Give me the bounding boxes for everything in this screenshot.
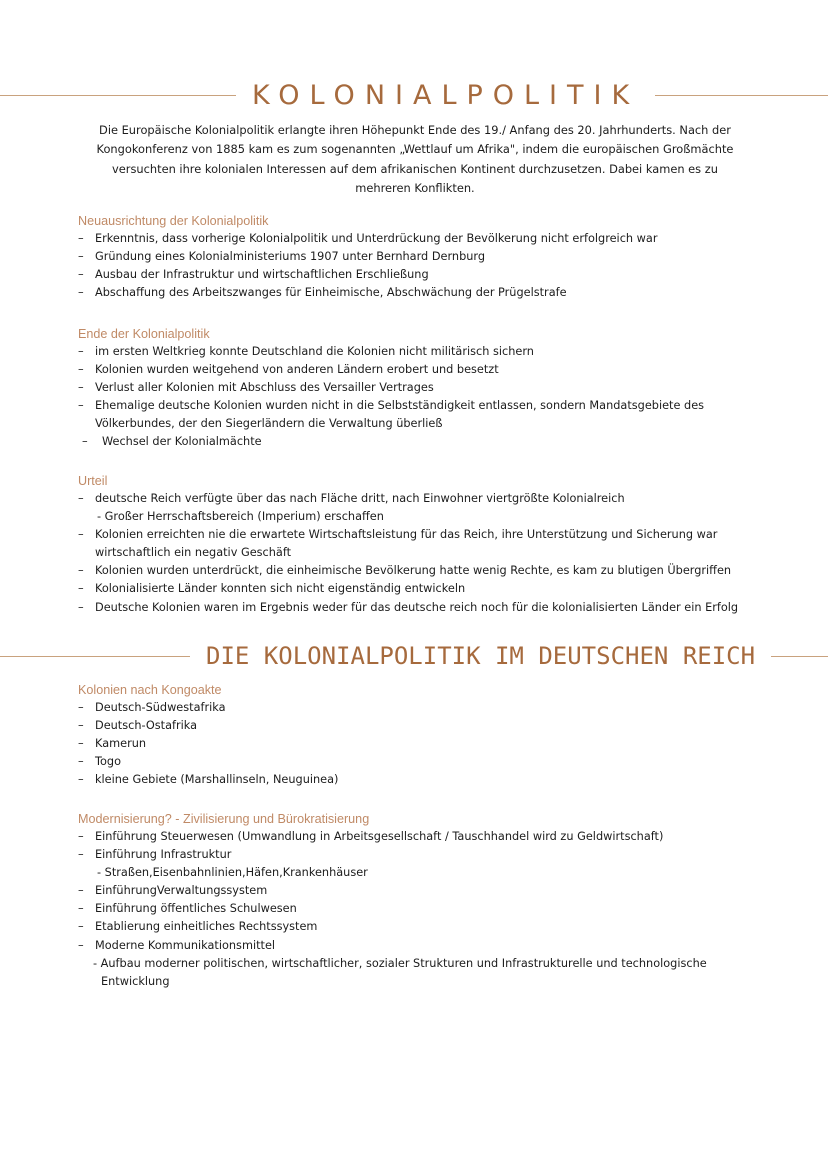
list-item: – Kolonialisierte Länder konnten sich nicht eigenständig entwickeln	[78, 580, 798, 598]
bullet-list	[78, 343, 798, 452]
section-heading: Kolonien nach Kongoakte	[78, 683, 222, 697]
list-item-subline: - Straßen,Eisenbahnlinien,Häfen,Krankenhäuser	[97, 866, 368, 880]
section-modernisierung	[78, 810, 798, 991]
sub-item-text: – Wechsel der Kolonialmächte	[102, 435, 262, 449]
list-item: – Deutsch-Südwestafrika	[78, 699, 798, 717]
list-item	[78, 846, 798, 882]
list-item: – im ersten Weltkrieg konnte Deutschland die Kolonien nicht militärisch sichern	[78, 343, 798, 361]
list-item: – EinführungVerwaltungssystem	[78, 882, 798, 900]
list-item-line: – Kolonien erreichten nie die erwartete Wirtschaftsleistung für das Reich, ihre Unterstützung und Sicherung war	[95, 528, 718, 542]
list-item: – Erkenntnis, dass vorherige Kolonialpolitik und Unterdrückung der Bevölkerung nicht erfolgreich war	[78, 230, 798, 248]
title-divider-right	[771, 656, 828, 657]
list-item-line: Völkerbundes, der den Siegerländern die Verwaltung überließ	[95, 417, 443, 431]
list-item: – Kamerun	[78, 735, 798, 753]
list-item-subline: - Aufbau moderner politischen, wirtschaftlicher, sozialer Strukturen und Infrastrukturelle und technologische	[93, 956, 707, 970]
list-item-line: wirtschaftlich ein negativ Geschäft	[95, 546, 292, 560]
bullet-list	[78, 490, 798, 617]
title-divider-left	[0, 656, 190, 657]
list-item: – Kolonien wurden weitgehend von anderen Ländern erobert und besetzt	[78, 361, 798, 379]
bullet-list	[78, 828, 798, 991]
list-item-subline: - Großer Herrschaftsbereich (Imperium) erschaffen	[97, 510, 384, 524]
section-heading: Modernisierung? - Zivilisierung und Bürokratisierung	[78, 812, 370, 826]
list-item: – Gründung eines Kolonialministeriums 1907 unter Bernhard Dernburg	[78, 248, 798, 266]
list-item	[78, 397, 798, 433]
title-divider-left	[0, 95, 236, 96]
section-heading: Neuausrichtung der Kolonialpolitik	[78, 214, 269, 228]
bullet-list	[78, 699, 798, 789]
section-heading: Ende der Kolonialpolitik	[78, 327, 210, 341]
intro-paragraph: Die Europäische Kolonialpolitik erlangte ihren Höhepunkt Ende des 19./ Anfang des 20. Jahrhunderts. Nach der Kongokonferenz von 1885 kam es zum sogenannten „Wettlauf um Afrika", indem die europäischen Großmächte versuchten ihre kolonialen Interessen auf dem afrikanischen Kontinent durchzusetzen. Dabei kamen es zu mehreren Konflikten.	[96, 123, 734, 195]
list-item-line: – Ehemalige deutsche Kolonien wurden nicht in die Selbstständigkeit entlassen, sondern Mandatsgebiete des	[95, 399, 705, 413]
list-item: – Ausbau der Infrastruktur und wirtschaftlichen Erschließung	[78, 266, 798, 284]
page-title: KOLONIALPOLITIK	[252, 80, 640, 111]
section-ende	[78, 325, 798, 452]
list-item-line: – Einführung Infrastruktur	[95, 848, 232, 862]
title-row-deutsches-reich	[0, 642, 828, 670]
section-heading: Urteil	[78, 474, 108, 488]
list-item: – Einführung Steuerwesen (Umwandlung in Arbeitsgesellschaft / Tauschhandel wird zu Geldwirtschaft)	[78, 828, 798, 846]
list-item	[78, 526, 798, 562]
section-title: DIE KOLONIALPOLITIK IM DEUTSCHEN REICH	[206, 642, 756, 670]
section-urteil	[78, 472, 798, 617]
list-item: – Etablierung einheitliches Rechtssystem	[78, 918, 798, 936]
list-item-line: – Moderne Kommunikationsmittel	[95, 938, 276, 952]
list-item: – Verlust aller Kolonien mit Abschluss des Versailler Vertrages	[78, 379, 798, 397]
list-item: – Abschaffung des Arbeitszwanges für Einheimische, Abschwächung der Prügelstrafe	[78, 284, 798, 302]
list-item: – Kolonien wurden unterdrückt, die einheimische Bevölkerung hatte wenig Rechte, es kam zu blutigen Übergriffen	[78, 562, 798, 580]
list-item: – Einführung öffentliches Schulwesen	[78, 900, 798, 918]
list-item: – Deutsche Kolonien waren im Ergebnis weder für das deutsche reich noch für die kolonialisierten Länder ein Erfolg	[78, 599, 798, 617]
list-item	[78, 490, 798, 526]
list-item-line: – deutsche Reich verfügte über das nach Fläche dritt, nach Einwohner viertgrößte Kolonialreich	[95, 492, 625, 505]
bullet-list	[78, 230, 798, 302]
list-item-subline: Entwicklung	[101, 974, 170, 988]
list-item: – kleine Gebiete (Marshallinseln, Neuguinea)	[78, 771, 798, 789]
list-item: – Togo	[78, 753, 798, 771]
section-kolonien	[78, 681, 798, 789]
sub-list-item	[78, 433, 798, 451]
list-item	[78, 937, 798, 991]
list-item: – Deutsch-Ostafrika	[78, 717, 798, 735]
title-divider-right	[655, 95, 828, 96]
title-row-kolonialpolitik	[0, 80, 828, 111]
section-neuausrichtung	[78, 212, 798, 302]
